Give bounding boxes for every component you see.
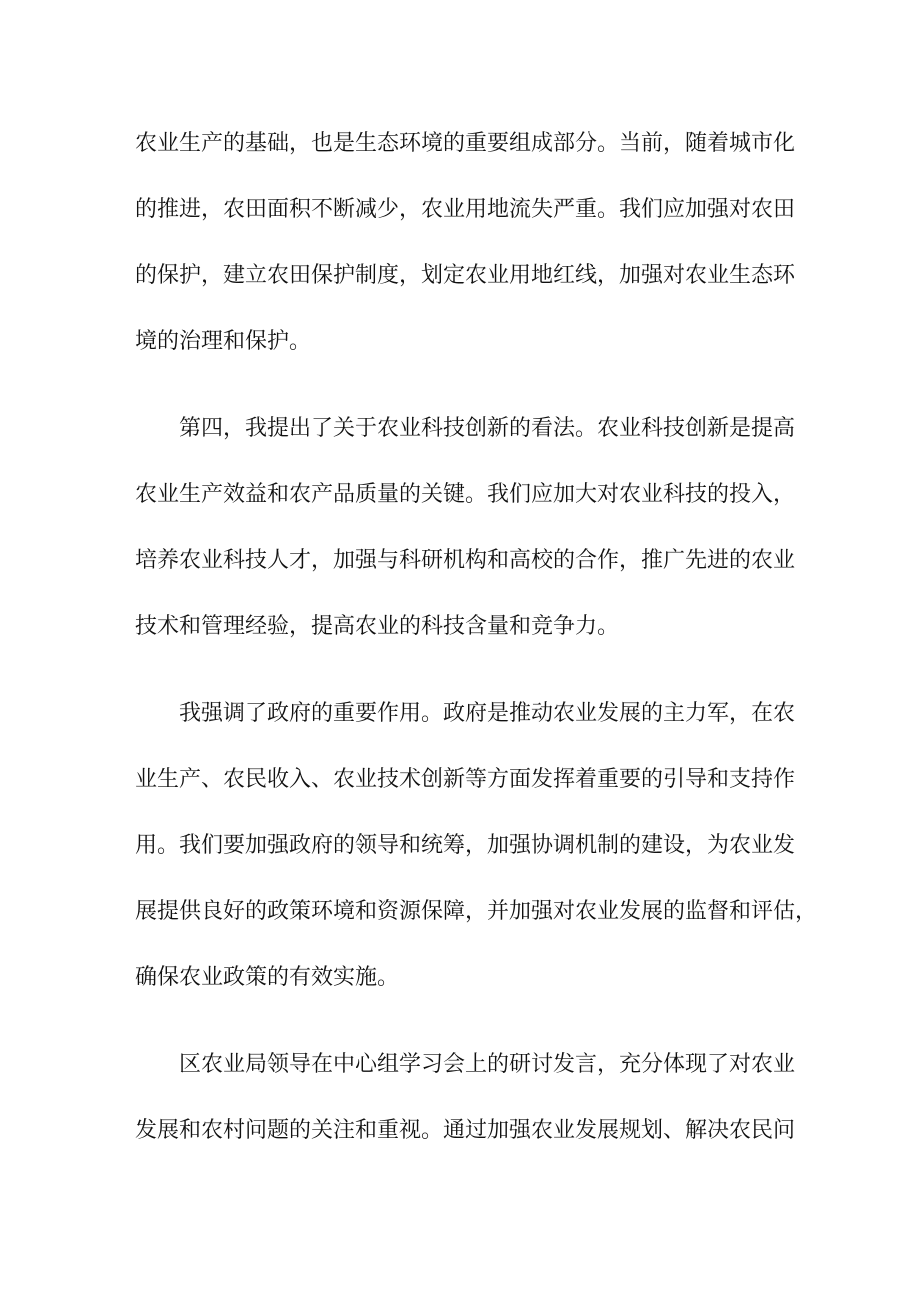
- paragraph-2-line-2: 农业生产效益和农产品质量的关键。我们应加大对农业科技的投入，: [135, 482, 796, 507]
- paragraph-1-line-1: 农业生产的基础，也是生态环境的重要组成部分。当前，随着城市化: [135, 131, 796, 156]
- document-body: [135, 129, 818, 1145]
- paragraph-3-line-2: 业生产、农民收入、农业技术创新等方面发挥着重要的引导和支持作: [135, 767, 796, 792]
- paragraph-1-line-2: 的推进，农田面积不断减少，农业用地流失严重。我们应加强对农田: [135, 197, 796, 222]
- paragraph-3-line-1: 我强调了政府的重要作用。政府是推动农业发展的主力军，在农: [179, 701, 796, 726]
- paragraph-3-line-3: 用。我们要加强政府的领导和统筹，加强协调机制的建设，为农业发: [135, 833, 796, 858]
- paragraph-3-line-5: 确保农业政策的有效实施。: [135, 965, 400, 990]
- paragraph-1-line-4: 境的治理和保护。: [135, 329, 312, 354]
- paragraph-4-line-2: 发展和农村问题的关注和重视。通过加强农业发展规划、解决农民问: [135, 1118, 796, 1143]
- paragraph-2-line-4: 技术和管理经验，提高农业的科技含量和竞争力。: [135, 614, 620, 639]
- paragraph-3-line-4: 展提供良好的政策环境和资源保障，并加强对农业发展的监督和评估，: [135, 899, 818, 924]
- paragraph-1-line-3: 的保护，建立农田保护制度，划定农业用地红线，加强对农业生态环: [135, 263, 796, 288]
- paragraph-2-line-3: 培养农业科技人才，加强与科研机构和高校的合作，推广先进的农业: [135, 548, 796, 573]
- paragraph-4-line-1: 区农业局领导在中心组学习会上的研讨发言，充分体现了对农业: [179, 1052, 796, 1077]
- paragraph-2-line-1: 第四，我提出了关于农业科技创新的看法。农业科技创新是提高: [179, 416, 796, 441]
